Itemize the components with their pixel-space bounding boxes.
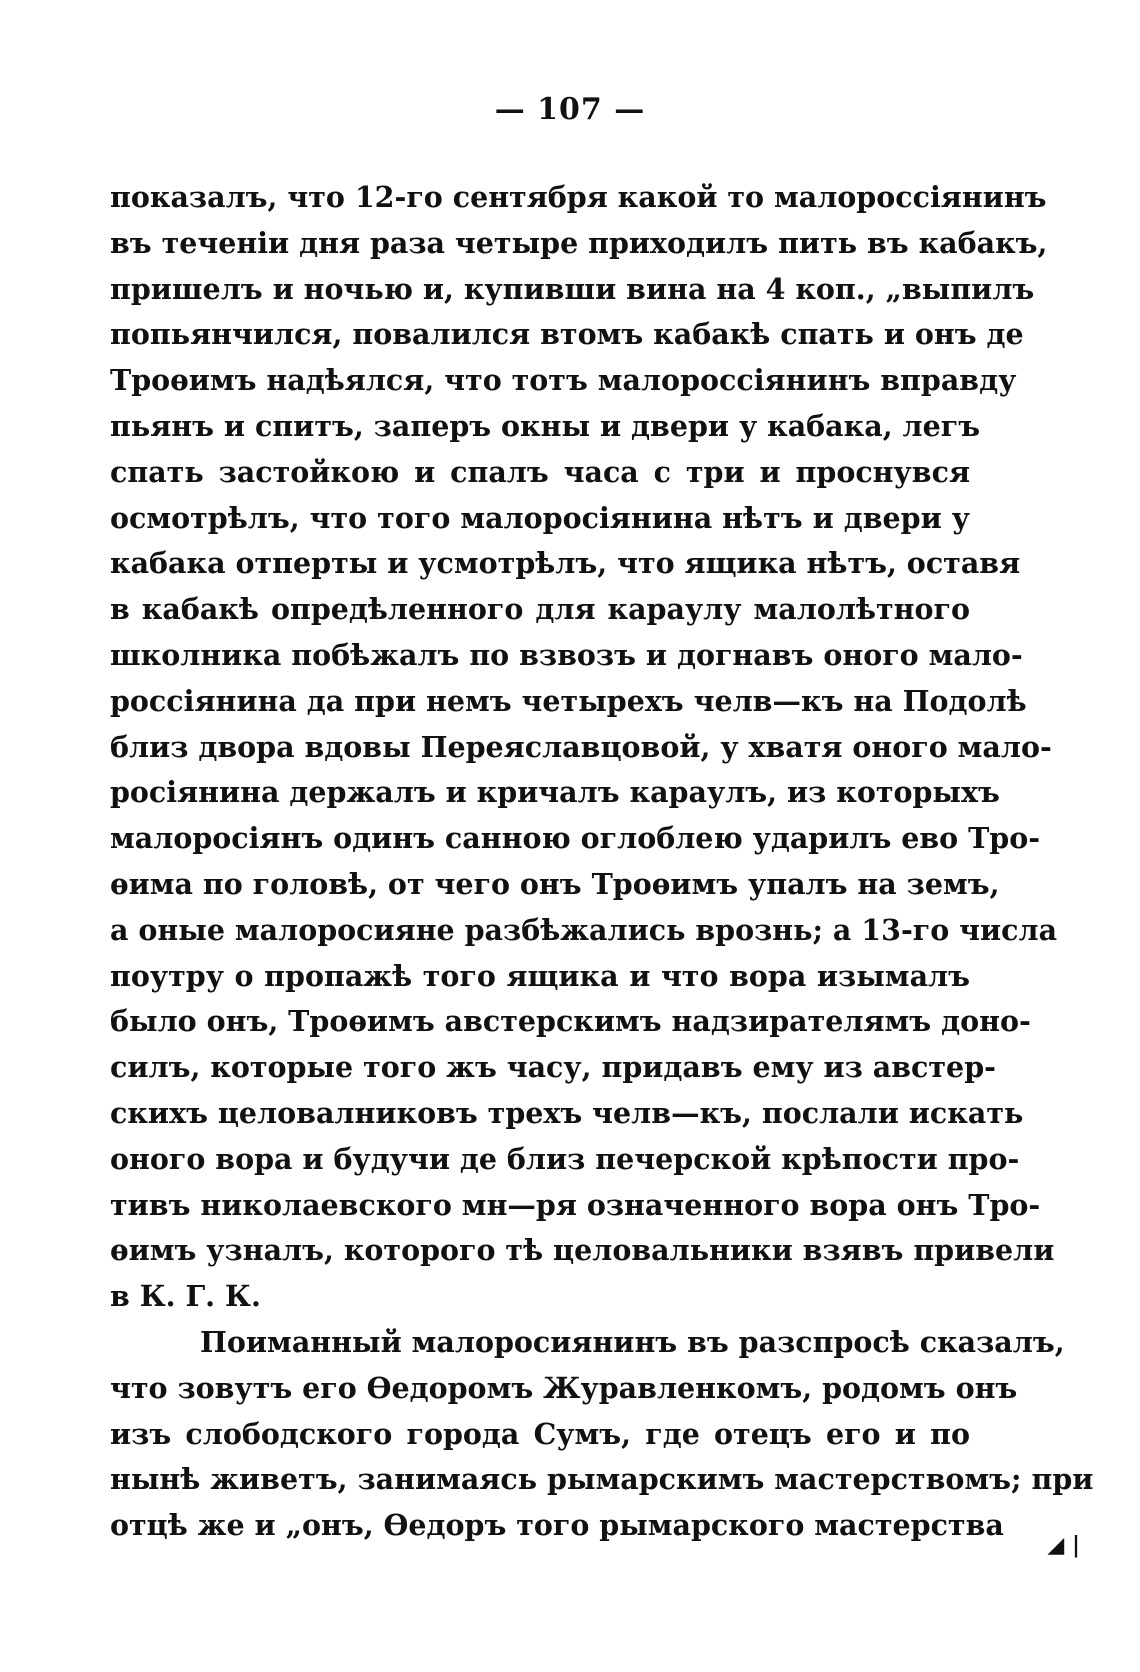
text-line: росіянина держалъ и кричалъ караулъ, из которыхъ [110, 775, 1000, 810]
paragraph-2 [110, 1320, 1094, 1549]
text-line: изъ слободского города Сумъ, где отецъ его и по [110, 1416, 970, 1451]
text-line: спать застойкою и спалъ часа с три и проснувся [110, 454, 970, 489]
text-line: показалъ, что 12-го сентября какой то малороссіянинъ [110, 180, 1047, 214]
text-line: Поиманный малоросиянинъ въ разспросѣ сказалъ, [200, 1324, 1065, 1359]
text-line: в К. Г. К. [110, 1279, 261, 1314]
text-line: тивъ николаевского мн—ря означенного вора онъ Тро- [110, 1187, 1041, 1222]
body-text [110, 175, 1094, 1549]
text-line: ѳима по головѣ, от чего онъ Троѳимъ упалъ на земъ, [110, 866, 1000, 901]
text-line: поутру о пропажѣ того ящика и что вора изымалъ [110, 958, 970, 993]
text-line: школника побѣжалъ по взвозъ и догнавъ оного мало- [110, 637, 1023, 672]
text-line: в кабакѣ опредѣленного для караулу малолѣтного [110, 592, 970, 627]
text-line: скихъ целовалниковъ трехъ челв—къ, послали искать [110, 1095, 1024, 1130]
text-line: осмотрѣлъ, что того малоросіянина нѣтъ и двери у [110, 500, 970, 535]
text-line: отцѣ же и „онъ, Ѳедоръ того рымарского мастерства [110, 1508, 1004, 1543]
text-line: нынѣ живетъ, занимаясь рымарскимъ мастерствомъ; при [110, 1462, 1094, 1497]
text-line: Троѳимъ надѣялся, что тотъ малороссіянинъ вправду [110, 363, 1017, 398]
text-line: оного вора и будучи де близ печерской крѣпости про- [110, 1141, 1020, 1176]
text-line: ѳимъ узналъ, которого тѣ целовальники взявъ привели [110, 1233, 1055, 1268]
text-line: пришелъ и ночью и, купивши вина на 4 коп., „выпилъ [110, 271, 1035, 306]
margin-mark: ◢ | [1047, 1532, 1080, 1558]
page-number: — 107 — [494, 92, 646, 127]
text-line: пьянъ и спитъ, заперъ окны и двери у кабака, легъ [110, 408, 981, 443]
text-line: силъ, которые того жъ часу, придавъ ему из австер- [110, 1050, 996, 1085]
text-line: въ теченіи дня раза четыре приходилъ пить въ кабакъ, [110, 225, 1048, 260]
text-line: россіянина да при немъ четырехъ челв—къ на Подолѣ [110, 683, 1027, 718]
text-line: а оные малоросияне разбѣжались врознь; а 13-го числа [110, 912, 1058, 947]
text-line: близ двора вдовы Переяславцовой, у хватя оного мало- [110, 729, 1052, 764]
text-line: малоросіянъ одинъ санною оглоблею ударилъ ево Тро- [110, 821, 1041, 856]
text-line: кабака отперты и усмотрѣлъ, что ящика нѣтъ, оставя [110, 546, 1021, 581]
text-line: было онъ, Троѳимъ австерскимъ надзирателямъ доно- [110, 1004, 1031, 1039]
paragraph-1 [110, 175, 1058, 1320]
text-line: попьянчился, повалился втомъ кабакѣ спать и онъ де [110, 317, 1024, 352]
text-line: что зовутъ его Ѳедоромъ Журавленкомъ, родомъ онъ [110, 1370, 1018, 1405]
